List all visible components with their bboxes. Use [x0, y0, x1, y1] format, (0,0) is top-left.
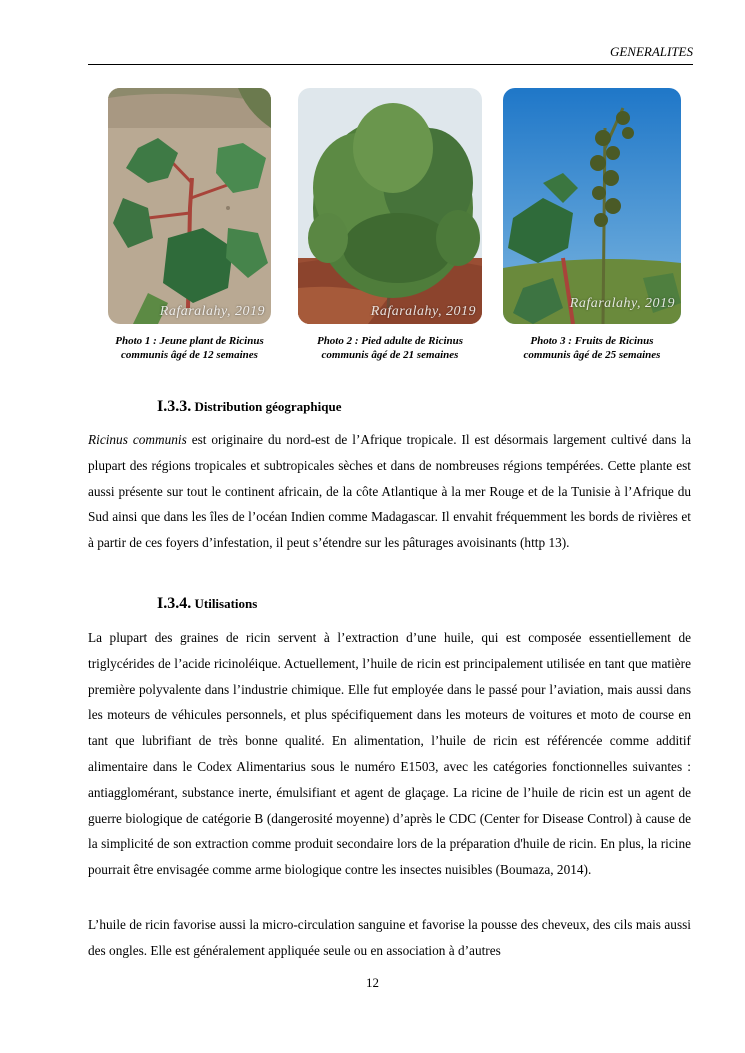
- photo-1-caption-line1: Photo 1 : Jeune plant de Ricinus: [115, 335, 264, 347]
- paragraph-distribution-text: est originaire du nord-est de l’Afrique tropicale. Il est désormais largement cultivé dans la plupart des régions tropicales et subtropicales sèches et dans de nombreuses régions tempérées. Cette plante est aussi présente sur tout le continent africain, de la côte Atlantique à la mer Rouge et de la Tunisie à l’Afrique du Sud ainsi que dans les îles de l’océan Indien comme Madagascar. Il envahit fréquemment les bords de rivières et à partir de ces foyers d’infestation, il peut s’étendre sur les pâturages avoisinants (http 13).: [88, 432, 691, 551]
- section-heading-utilisations: [157, 595, 257, 613]
- photo-2-watermark: Rafaralahy, 2019: [370, 304, 476, 319]
- photo-3-caption: [500, 334, 684, 362]
- photo-2-caption-line1: Photo 2 : Pied adulte de Ricinus: [316, 335, 464, 347]
- photo-3-watermark: Rafaralahy, 2019: [569, 296, 675, 311]
- running-header: GENERALITES: [88, 44, 693, 65]
- photo-2: [298, 88, 482, 324]
- photo-3: [503, 88, 681, 324]
- paragraph-distribution: [88, 427, 691, 556]
- paragraph-utilisations-2: L’huile de ricin favorise aussi la micro-circulation sanguine et favorise la pousse des cheveux, des cils mais aussi des ongles. Elle est généralement appliquée seule ou en association à d’autres: [88, 917, 691, 958]
- photo-2-caption-line2: communis âgé de 21 semaines: [321, 349, 459, 361]
- section-heading-distribution: [157, 398, 341, 416]
- photo-1-caption: [98, 334, 281, 362]
- section-title: Utilisations: [194, 596, 258, 611]
- species-name: Ricinus communis: [88, 432, 187, 447]
- photo-3-caption-line2: communis âgé de 25 semaines: [523, 349, 661, 361]
- photo-2-caption: [298, 334, 482, 362]
- section-title: Distribution géographique: [194, 399, 342, 414]
- adult-plant-image: [298, 88, 482, 324]
- photo-1-watermark: Rafaralahy, 2019: [159, 304, 265, 319]
- paragraph-utilisations-1: La plupart des graines de ricin servent à l’extraction d’une huile, qui est composée essentiellement de triglycérides de l’acide ricinoléique. Actuellement, l’huile de ricin est principalement utilisée en tant que matière première polyvalente dans l’industrie chimique. Elle fut employée dans le passé pour l’aviation, mais aussi dans les moteurs de véhicules personnels, et plus spécifiquement dans les moteurs de voitures et moto de course en tant que lubrifiant de très bonne qualité. En alimentation, l’huile de ricin est référencée comme additif alimentaire dans le Codex Alimentarius sous le numéro E1503, avec les catégories fonctionnelles suivantes : antiagglomérant, substance inerte, émulsifiant et agent de glaçage. La ricine de l’huile de ricin est un agent de guerre biologique de catégorie B (dangerosité moyenne) d’après le CDC (Center for Disease Control) à cause de la simplicité de son extraction comme produit secondaire lors de la préparation d'huile de ricin. En plus, la ricine pourrait être envisagée comme arme biologique contre les insectes nuisibles (Boumaza, 2014).: [88, 630, 691, 878]
- section-number: I.3.4.: [157, 595, 192, 612]
- photo-3-caption-line1: Photo 3 : Fruits de Ricinus: [530, 335, 654, 347]
- fruits-image: [503, 88, 681, 324]
- young-plant-image: [108, 88, 271, 324]
- photo-1-caption-line2: communis âgé de 12 semaines: [121, 349, 258, 361]
- section-number: I.3.3.: [157, 398, 192, 415]
- page-number: 12: [366, 975, 379, 990]
- photo-1: [108, 88, 271, 324]
